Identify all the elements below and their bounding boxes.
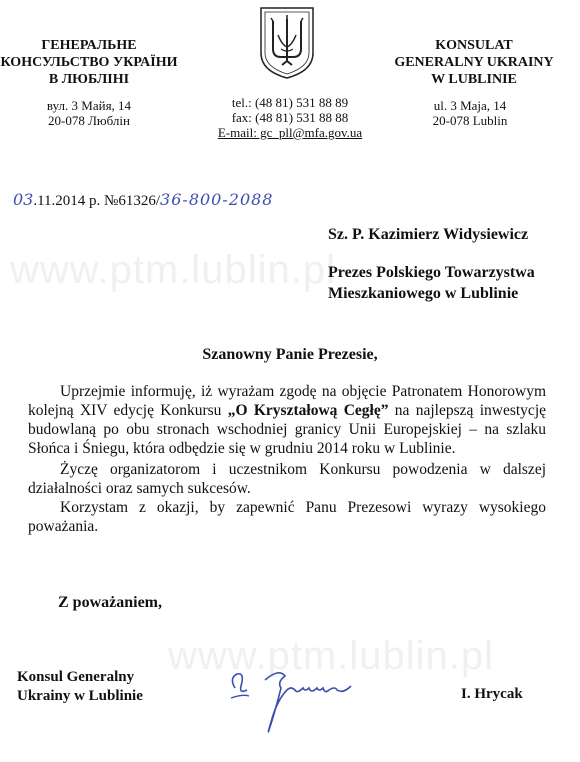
header-line: КОНСУЛЬСТВО УКРАЇНИ xyxy=(0,55,178,70)
watermark: www.ptm.lublin.pl xyxy=(10,248,337,292)
address-line: вул. 3 Майя, 14 xyxy=(46,98,132,113)
handwritten-number: 36-800-2088 xyxy=(160,190,274,209)
handwritten-signature xyxy=(225,660,370,740)
address-line: 20-078 Люблін xyxy=(48,113,130,128)
paragraph: Korzystam z okazji, by zapewnić Panu Prezesowi wyrazy wysokiego poważania. xyxy=(28,499,546,535)
address-line: 20-078 Lublin xyxy=(432,113,508,128)
consulate-name-ukrainian xyxy=(0,37,178,88)
reference-date: .11.2014 р. №61326/ xyxy=(33,193,161,209)
paragraph: Uprzejmie informuję, iż wyrażam zgodę na objęcie Patronatem Honorowym kolejną XIV edycję Konkursu „O Kryształową Cegłę” na najlepszą inwestycję budowlaną po obu stronach wschodniej granicy Unii Europejskiej – na szlaku Słońca i Śniegu, która odbędzie się w grudniu 2014 roku w Lublinie. xyxy=(28,383,546,457)
fax-number: fax: (48 81) 531 88 88 xyxy=(231,110,349,125)
closing: Z poważaniem, xyxy=(58,594,162,611)
signer-role-line: Konsul Generalny xyxy=(17,669,135,685)
contact-block xyxy=(200,95,380,140)
letter-body xyxy=(28,382,546,536)
signer-role xyxy=(17,668,143,706)
signer-name: I. Hrycak xyxy=(461,686,523,702)
recipient-name: Sz. P. Kazimierz Widysiewicz xyxy=(328,226,529,243)
recipient-title-line: Mieszkaniowego w Lublinie xyxy=(328,285,519,302)
signer-role-line: Ukrainy w Lublinie xyxy=(17,688,143,704)
header-line: GENERALNY UKRAINY xyxy=(394,55,554,70)
header-line: W LUBLINIE xyxy=(431,72,517,87)
recipient-title xyxy=(328,262,535,304)
phone-number: tel.: (48 81) 531 88 89 xyxy=(231,95,349,110)
contest-name: „O Kryształową Cegłę” xyxy=(227,402,389,419)
email-address: E-mail: gc_pll@mfa.gov.ua xyxy=(217,125,363,140)
salutation: Szanowny Panie Prezesie, xyxy=(202,346,378,363)
reference-line xyxy=(13,190,273,210)
header-line: KONSULAT xyxy=(435,38,513,53)
trident-coat-of-arms-icon xyxy=(257,5,317,81)
address-line: ul. 3 Maja, 14 xyxy=(433,98,507,113)
watermark: www.ptm.lublin.pl xyxy=(168,634,495,678)
header-line: ГЕНЕРАЛЬНЕ xyxy=(41,38,137,53)
recipient-title-line: Prezes Polskiego Towarzystwa xyxy=(328,264,535,281)
header-line: В ЛЮБЛІНІ xyxy=(48,72,130,87)
address-ukrainian xyxy=(0,98,178,128)
address-polish xyxy=(380,98,560,128)
paragraph: Życzę organizatorom i uczestnikom Konkursu powodzenia w dalszej działalności oraz samych sukcesów. xyxy=(28,461,546,497)
handwritten-day: 03 xyxy=(13,190,34,209)
consulate-name-polish xyxy=(368,37,580,88)
